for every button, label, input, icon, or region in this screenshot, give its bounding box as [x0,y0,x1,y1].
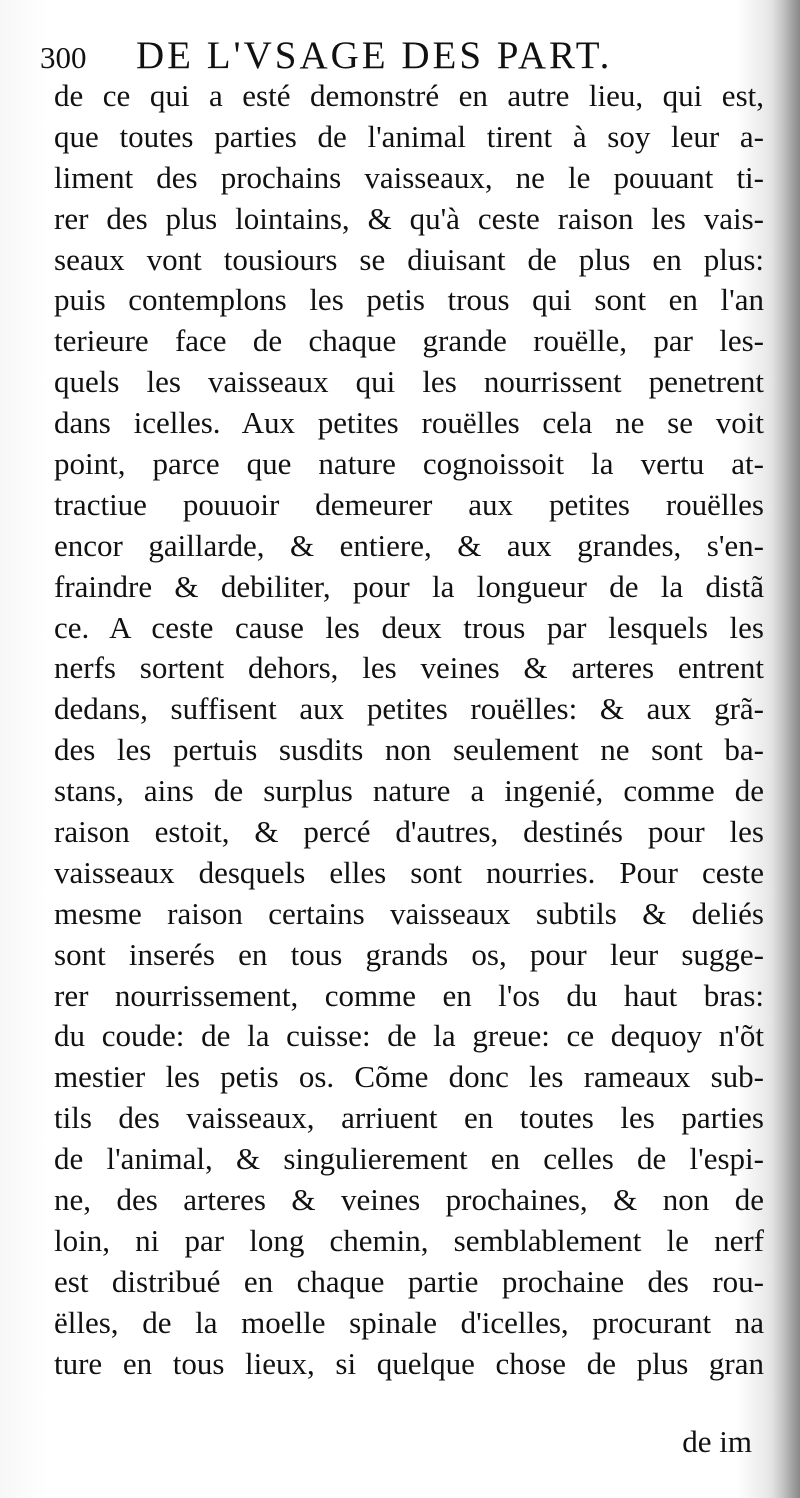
page-edge-shadow [772,0,800,1498]
text-line: de l'animal, & singulierement en celles de l'espi- [54,1141,764,1177]
text-line: rer des plus lointains, & qu'à ceste raison les vais- [54,200,764,236]
text-line: vaisseaux desquels elles sont nourries. Pour ceste [54,854,764,890]
text-line: nerfs sortent dehors, les veines & arteres entrent [54,650,764,686]
catchword: de im [682,1424,752,1459]
text-line: est distribué en chaque partie prochaine des rou- [54,1263,764,1299]
text-line: encor gaillarde, & entiere, & aux grandes, s'en- [54,527,764,563]
text-line: liment des prochains vaisseaux, ne le pouuant ti- [54,159,764,195]
text-line: seaux vont tousiours se diuisant de plus en plus: [54,241,764,277]
text-line: de ce qui a esté demonstré en autre lieu, qui est, [54,78,764,113]
text-line: tractiue pouuoir demeurer aux petites rouëlles [54,486,764,522]
text-line: ëlles, de la moelle spinale d'icelles, procurant na [54,1304,764,1340]
text-line: ne, des arteres & veines prochaines, & non de [54,1182,764,1218]
text-line: que toutes parties de l'animal tirent à soy leur a- [54,118,764,154]
text-line: du coude: de la cuisse: de la greue: ce dequoy n'õt [54,1018,764,1054]
text-line: ture en tous lieux, si quelque chose de plus gran [54,1345,764,1381]
text-line: point, parce que nature cognoissoit la vertu at- [54,446,764,482]
text-line: quels les vaisseaux qui les nourrissent penetrent [54,364,764,400]
text-line: stans, ains de surplus nature a ingenié, comme de [54,773,764,809]
text-line: des les pertuis susdits non seulement ne sont ba- [54,732,764,768]
text-line: dedans, suffisent aux petites rouëlles: & aux grã- [54,691,764,727]
page-number: 300 [40,40,87,75]
text-line: dans icelles. Aux petites rouëlles cela ne se voit [54,405,764,441]
body-text [54,76,764,1385]
running-head-title: DE L'VSAGE DES PART. [136,34,613,77]
text-line: tils des vaisseaux, arriuent en toutes les parties [54,1100,764,1136]
text-line: sont inserés en tous grands os, pour leur sugge- [54,936,764,972]
text-line: raison estoit, & percé d'autres, destinés pour les [54,814,764,850]
text-line: ce. A ceste cause les deux trous par lesquels les [54,609,764,645]
text-line: rer nourrissement, comme en l'os du haut bras: [54,977,764,1013]
text-line: loin, ni par long chemin, semblablement le nerf [54,1222,764,1258]
text-line: terieure face de chaque grande rouëlle, par les- [54,323,764,359]
text-line: fraindre & debiliter, pour la longueur de la distã [54,568,764,604]
text-line: mestier les petis os. Cõme donc les rameaux sub- [54,1059,764,1095]
text-line: puis contemplons les petis trous qui sont en l'an [54,282,764,318]
text-line: mesme raison certains vaisseaux subtils & deliés [54,895,764,931]
